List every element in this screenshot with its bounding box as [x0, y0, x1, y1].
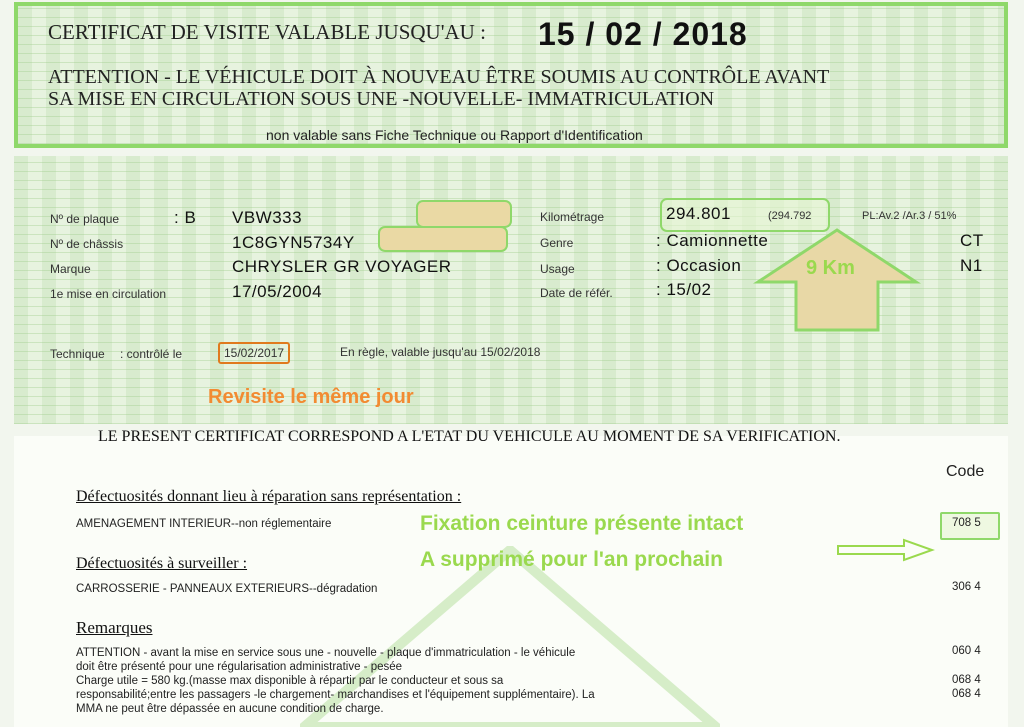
section-repair-heading: Défectuosités donnant lieu à réparation sans représentation :	[76, 488, 462, 505]
km-previous: (294.792	[768, 210, 812, 222]
usage-code: N1	[960, 256, 983, 275]
pl-value: PL:Av.2 /Ar.3 / 51%	[862, 210, 957, 222]
remark-line-1: ATTENTION - avant la mise en service sous une - nouvelle - plaque d'immatriculation - le véhicule	[76, 647, 576, 659]
plate-redaction-box	[416, 200, 512, 228]
watch-code: 306 4	[952, 581, 981, 593]
up-arrow-icon	[752, 226, 922, 334]
validity-note: non valable sans Fiche Technique ou Rapport d'Identification	[266, 127, 643, 143]
km-value: 294.801	[666, 204, 731, 223]
chassis-label: Nº de châssis	[50, 237, 124, 251]
brand-value: CHRYSLER GR VOYAGER	[232, 257, 452, 276]
controlled-date: 15/02/2017	[218, 342, 290, 364]
genre-value: : Camionnette	[656, 231, 769, 250]
plate-label: Nº de plaque	[50, 212, 120, 226]
repair-code: 708 5	[952, 517, 981, 529]
reference-date-label: Date de référ.	[540, 286, 613, 300]
valid-until-date: 15 / 02 / 2018	[538, 16, 748, 52]
genre-code: CT	[960, 231, 984, 250]
chassis-value: 1C8GYN5734Y	[232, 233, 355, 252]
remark-line-3: Charge utile = 580 kg.(masse max disponible à répartir par le conducteur et sous sa	[76, 675, 504, 687]
section-remarks-heading: Remarques	[76, 618, 153, 637]
technique-status: En règle, valable jusqu'au 15/02/2018	[340, 345, 541, 359]
remark-line-5: MMA ne peut être dépassée en aucune condition de charge.	[76, 703, 384, 715]
remark-code-2: 068 4	[952, 674, 981, 686]
warning-line-2: SA MISE EN CIRCULATION SOUS UNE -NOUVELLE- IMMATRICULATION	[48, 88, 715, 110]
warning-line-1: ATTENTION - LE VÉHICULE DOIT À NOUVEAU ÊTRE SOUMIS AU CONTRÔLE AVANT	[48, 66, 830, 88]
code-column-header: Code	[946, 463, 985, 480]
fixation-annotation: Fixation ceinture présente intact	[420, 512, 744, 535]
first-registration-value: 17/05/2004	[232, 282, 323, 301]
genre-label: Genre	[540, 236, 574, 250]
brand-label: Marque	[50, 262, 91, 276]
removed-annotation: A supprimé pour l'an prochain	[420, 548, 723, 571]
remark-line-4: responsabilité;entre les passagers -le chargement- marchandises et l'équipement supplémentaire). La	[76, 689, 595, 701]
remark-code-1: 060 4	[952, 645, 981, 657]
technique-controlled-label: : contrôlé le	[120, 347, 183, 361]
remark-code-3: 068 4	[952, 688, 981, 700]
km-difference-label: 9 Km	[806, 257, 855, 279]
certificate-statement: LE PRESENT CERTIFICAT CORRESPOND A L'ETAT DU VEHICULE AU MOMENT DE SA VERIFICATION.	[98, 428, 841, 445]
plate-value: VBW333	[232, 208, 303, 227]
revisit-annotation: Revisite le même jour	[208, 386, 414, 408]
certificate-title: CERTIFICAT DE VISITE VALABLE JUSQU'AU :	[48, 20, 486, 44]
technique-label: Technique	[50, 347, 105, 361]
reference-date-value: : 15/02	[656, 280, 712, 299]
plate-prefix: : B	[174, 208, 197, 227]
right-arrow-icon	[836, 538, 936, 562]
repair-item: AMENAGEMENT INTERIEUR--non réglementaire	[76, 518, 332, 530]
first-registration-label: 1e mise en circulation	[50, 287, 167, 301]
usage-value: : Occasion	[656, 256, 742, 275]
section-watch-heading: Défectuosités à surveiller :	[76, 555, 248, 572]
chassis-redaction-box	[378, 226, 508, 252]
km-label: Kilométrage	[540, 210, 605, 224]
usage-label: Usage	[540, 262, 575, 276]
watch-item: CARROSSERIE - PANNEAUX EXTERIEURS--dégradation	[76, 583, 378, 595]
remark-line-2: doit être présenté pour une régularisation administrative - pesée	[76, 661, 403, 673]
